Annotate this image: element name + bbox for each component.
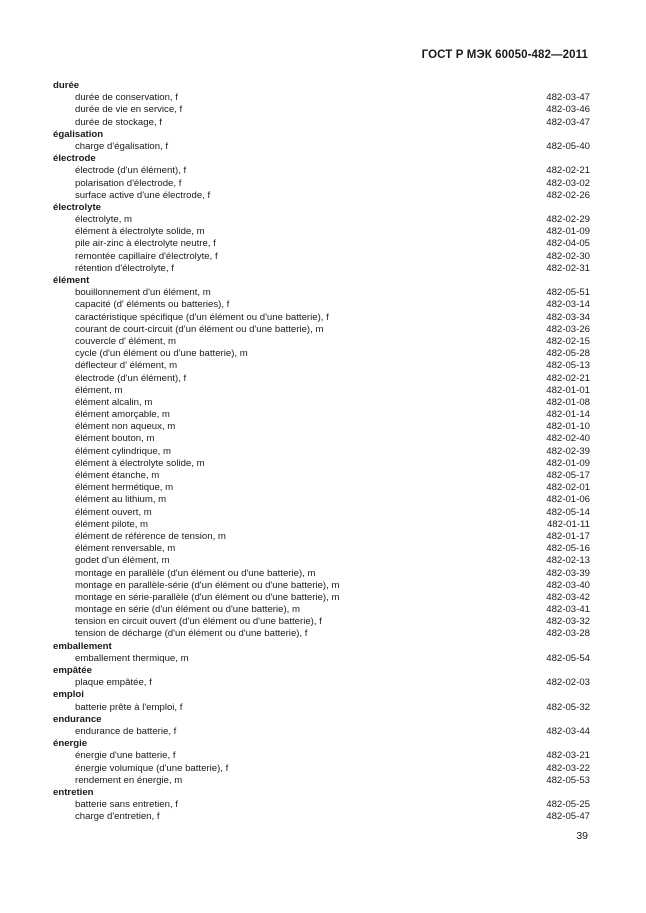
- index-entry-code: 482-01-06: [546, 494, 590, 506]
- index-entry: [53, 141, 590, 153]
- index-entry-term: tension de décharge (d'un élément ou d'une batterie), f: [75, 628, 308, 640]
- index-entry-term: montage en série-parallèle (d'un élément ou d'une batterie), m: [75, 591, 340, 603]
- index-entry: [53, 702, 590, 714]
- index-entry-code: 482-03-02: [546, 177, 590, 189]
- index-entry-term: bouillonnement d'un élément, m: [75, 287, 211, 299]
- index-entry-code: 482-01-10: [546, 421, 590, 433]
- index-entry-term: batterie prête à l'emploi, f: [75, 701, 183, 713]
- index-entry-term: charge d'entretien, f: [75, 811, 160, 823]
- index-entry: [53, 653, 590, 665]
- index-group-heading: empâtée: [53, 665, 92, 676]
- index-entry-code: 482-05-25: [546, 799, 590, 811]
- index-entry-term: élément alcalin, m: [75, 396, 153, 408]
- index-entry: [53, 507, 590, 519]
- index-entry: [53, 324, 590, 336]
- index-entry: [53, 677, 590, 689]
- index-entry-term: élément étanche, m: [75, 470, 160, 481]
- index-entry: [53, 165, 590, 177]
- index-entry-term: durée de vie en service, f: [75, 104, 183, 116]
- term-index: [53, 80, 590, 823]
- index-entry-code: 482-05-17: [546, 470, 590, 481]
- index-entry-code: 482-02-39: [546, 445, 590, 457]
- index-entry: [53, 811, 590, 823]
- index-entry-code: 482-03-47: [546, 92, 590, 104]
- index-entry: [53, 446, 590, 458]
- index-entry: [53, 92, 590, 104]
- index-entry: [53, 104, 590, 116]
- index-entry-term: pile air-zinc à électrolyte neutre, f: [75, 238, 216, 250]
- index-entry: [53, 763, 590, 775]
- index-entry: [53, 178, 590, 190]
- index-group-heading: entretien: [53, 786, 94, 798]
- index-entry-code: 482-03-40: [546, 579, 590, 591]
- index-entry-term: élément hermétique, m: [75, 482, 174, 494]
- index-entry: [53, 117, 590, 129]
- index-entry-code: 482-03-22: [546, 762, 590, 774]
- index-entry: [53, 519, 590, 531]
- index-entry-code: 482-03-21: [546, 750, 590, 762]
- index-entry-term: montage en parallèle (d'un élément ou d'une batterie), m: [75, 567, 316, 579]
- index-entry-code: 482-05-16: [546, 543, 590, 555]
- index-entry-term: batterie sans entretien, f: [75, 799, 178, 811]
- index-entry: [53, 580, 590, 592]
- index-entry-code: 482-05-13: [546, 360, 590, 372]
- index-entry-term: charge d'égalisation, f: [75, 140, 169, 152]
- index-entry-term: surface active d'une électrode, f: [75, 189, 211, 201]
- index-entry-code: 482-05-53: [546, 774, 590, 786]
- index-entry: [53, 385, 590, 397]
- index-entry: [53, 799, 590, 811]
- index-entry-code: 482-03-39: [546, 567, 590, 579]
- index-entry: [53, 604, 590, 616]
- index-entry-term: élément cylindrique, m: [75, 445, 171, 457]
- index-entry-term: remontée capillaire d'électrolyte, f: [75, 250, 218, 262]
- index-entry-term: polarisation d'électrode, f: [75, 177, 182, 189]
- index-entry-term: énergie d'une batterie, f: [75, 750, 176, 762]
- index-entry: [53, 482, 590, 494]
- index-group-heading: endurance: [53, 713, 102, 725]
- index-entry-code: 482-03-28: [546, 628, 590, 640]
- index-entry: [53, 348, 590, 360]
- index-entry-code: 482-05-47: [546, 811, 590, 823]
- index-entry-code: 482-03-26: [546, 323, 590, 335]
- index-entry-term: élément au lithium, m: [75, 494, 167, 506]
- index-entry-term: rendement en énergie, m: [75, 774, 183, 786]
- index-entry: [53, 628, 590, 640]
- index-entry-code: 482-02-13: [546, 555, 590, 567]
- page-number: 39: [576, 830, 588, 842]
- index-entry: [53, 543, 590, 555]
- index-entry-code: 482-02-26: [546, 189, 590, 201]
- index-group-heading: élément: [53, 275, 90, 286]
- index-entry-code: 482-03-44: [546, 725, 590, 737]
- index-entry-term: montage en série (d'un élément ou d'une batterie), m: [75, 604, 300, 616]
- index-entry-code: 482-03-14: [546, 299, 590, 311]
- index-entry-code: 482-02-40: [546, 433, 590, 445]
- index-entry-code: 482-05-51: [546, 287, 590, 299]
- index-entry-term: élément, m: [75, 384, 123, 396]
- index-entry-code: 482-02-01: [546, 482, 590, 494]
- index-entry-code: 482-01-09: [546, 457, 590, 469]
- index-entry: [53, 616, 590, 628]
- index-group-heading: électrode: [53, 153, 96, 165]
- index-entry-code: 482-02-03: [546, 677, 590, 689]
- index-entry-code: 482-04-05: [546, 238, 590, 250]
- index-entry-code: 482-02-21: [546, 165, 590, 177]
- index-entry-code: 482-02-21: [546, 372, 590, 384]
- index-entry-term: électrode (d'un élément), f: [75, 372, 187, 384]
- index-entry: [53, 726, 590, 738]
- index-entry-term: endurance de batterie, f: [75, 725, 177, 737]
- index-entry: [53, 592, 590, 604]
- index-entry-term: élément non aqueux, m: [75, 421, 176, 433]
- index-entry: [53, 226, 590, 238]
- index-entry: [53, 287, 590, 299]
- index-entry: [53, 750, 590, 762]
- index-entry: [53, 568, 590, 580]
- index-entry: [53, 775, 590, 787]
- index-entry-term: rétention d'électrolyte, f: [75, 262, 174, 274]
- index-entry-code: 482-05-40: [546, 140, 590, 152]
- index-entry-term: élément renversable, m: [75, 543, 176, 555]
- index-entry: [53, 360, 590, 372]
- index-entry: [53, 214, 590, 226]
- index-entry-term: caractéristique spécifique (d'un élément ou d'une batterie), f: [75, 311, 329, 323]
- index-entry: [53, 409, 590, 421]
- index-entry: [53, 433, 590, 445]
- index-entry-term: cycle (d'un élément ou d'une batterie), m: [75, 348, 248, 360]
- index-entry-code: 482-05-14: [546, 506, 590, 518]
- index-entry: [53, 238, 590, 250]
- index-entry: [53, 421, 590, 433]
- index-entry-code: 482-05-32: [546, 701, 590, 713]
- index-entry-term: élément à électrolyte solide, m: [75, 226, 205, 238]
- index-entry-code: 482-01-11: [546, 518, 590, 530]
- index-entry-term: élément de référence de tension, m: [75, 530, 226, 542]
- index-entry-code: 482-05-54: [546, 652, 590, 664]
- index-entry: [53, 263, 590, 275]
- index-entry: [53, 494, 590, 506]
- index-entry-term: courant de court-circuit (d'un élément ou d'une batterie), m: [75, 323, 324, 335]
- index-entry-term: godet d'un élément, m: [75, 555, 170, 567]
- index-entry-term: emballement thermique, m: [75, 652, 189, 664]
- index-entry-term: plaque empâtée, f: [75, 677, 152, 689]
- index-entry: [53, 458, 590, 470]
- index-entry-term: énergie volumique (d'une batterie), f: [75, 762, 229, 774]
- index-entry-term: élément ouvert, m: [75, 506, 152, 518]
- index-entry: [53, 397, 590, 409]
- index-group-heading: durée: [53, 80, 80, 91]
- index-entry: [53, 190, 590, 202]
- index-entry-code: 482-02-15: [546, 335, 590, 347]
- index-entry-code: 482-03-47: [546, 116, 590, 128]
- index-entry: [53, 251, 590, 263]
- page-header-standard: ГОСТ Р МЭК 60050-482—2011: [421, 49, 588, 61]
- index-entry: [53, 312, 590, 324]
- index-entry-code: 482-03-41: [546, 604, 590, 616]
- index-group-heading: égalisation: [53, 128, 104, 140]
- index-entry: [53, 299, 590, 311]
- index-entry-term: déflecteur d' élément, m: [75, 360, 178, 372]
- index-group-heading: énergie: [53, 738, 88, 750]
- index-entry-term: élément à électrolyte solide, m: [75, 457, 205, 469]
- index-entry: [53, 531, 590, 543]
- index-entry-code: 482-03-42: [546, 591, 590, 603]
- index-entry-code: 482-01-09: [546, 226, 590, 238]
- index-entry-term: montage en parallèle-série (d'un élément ou d'une batterie), m: [75, 579, 340, 591]
- index-entry-term: élément bouton, m: [75, 433, 155, 445]
- index-group-heading: emploi: [53, 689, 84, 701]
- index-entry-term: couvercle d' élément, m: [75, 335, 177, 347]
- index-entry-term: durée de stockage, f: [75, 116, 162, 128]
- index-entry-term: élément pilote, m: [75, 518, 149, 530]
- index-entry-code: 482-03-32: [546, 616, 590, 628]
- index-entry-term: élément amorçable, m: [75, 409, 170, 421]
- index-entry: [53, 470, 590, 482]
- index-entry-code: 482-03-46: [546, 104, 590, 116]
- index-entry-code: 482-01-08: [546, 396, 590, 408]
- index-entry-code: 482-01-01: [546, 384, 590, 396]
- index-entry: [53, 555, 590, 567]
- index-entry-code: 482-05-28: [546, 348, 590, 360]
- index-entry-term: durée de conservation, f: [75, 92, 178, 104]
- index-entry-code: 482-02-31: [546, 262, 590, 274]
- index-entry-code: 482-01-17: [546, 530, 590, 542]
- index-entry-code: 482-02-30: [546, 250, 590, 262]
- index-entry-term: électrode (d'un élément), f: [75, 165, 187, 177]
- index-entry-term: électrolyte, m: [75, 214, 133, 226]
- index-entry: [53, 373, 590, 385]
- index-entry: [53, 336, 590, 348]
- index-entry-term: capacité (d' éléments ou batteries), f: [75, 299, 230, 311]
- index-entry-code: 482-01-14: [546, 409, 590, 421]
- index-group-heading: emballement: [53, 640, 112, 652]
- index-entry-term: tension en circuit ouvert (d'un élément ou d'une batterie), f: [75, 616, 322, 628]
- index-entry-code: 482-02-29: [546, 214, 590, 226]
- index-group-heading: électrolyte: [53, 201, 101, 213]
- index-entry-code: 482-03-34: [546, 311, 590, 323]
